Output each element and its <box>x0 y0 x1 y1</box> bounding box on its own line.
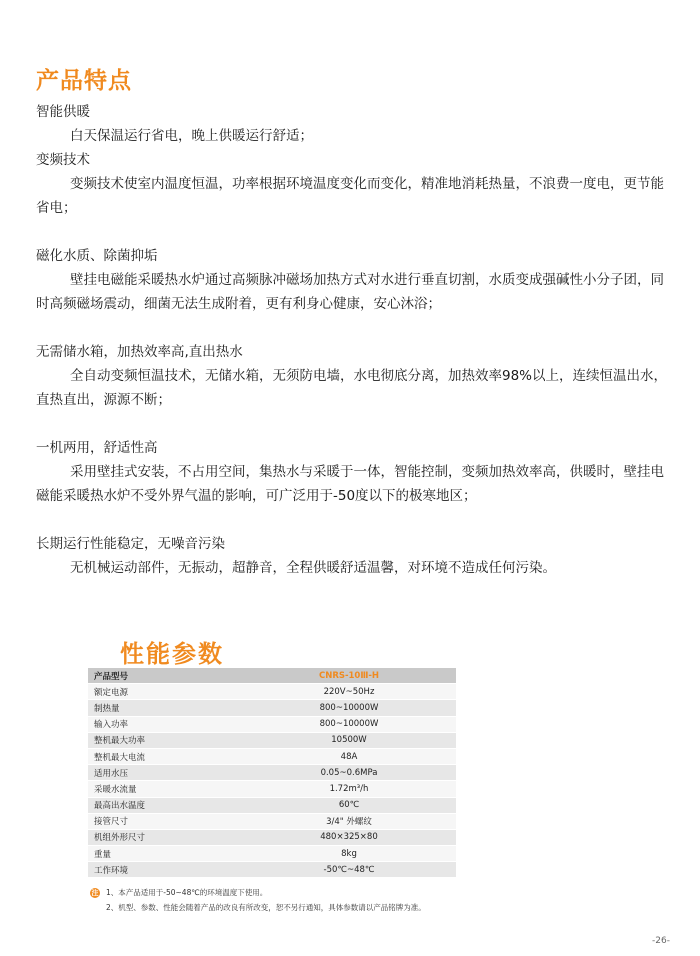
spec-header-row <box>88 668 456 684</box>
spec-value: 800~10000W <box>242 700 456 716</box>
spec-value: 3/4" 外螺纹 <box>242 813 456 829</box>
note-text: 1、本产品适用于-50~48℃的环境温度下使用。 <box>106 888 268 897</box>
spec-label: 产品型号 <box>88 668 242 684</box>
spec-label: 接管尺寸 <box>88 813 242 829</box>
table-row <box>88 700 456 716</box>
table-row <box>88 862 456 878</box>
feature-body: 全自动变频恒温技术，无储水箱，无须防电墙，水电彻底分离，加热效率98%以上，连续恒温出水，直热直出，源源不断； <box>36 368 668 408</box>
spec-value: 220V~50Hz <box>242 684 456 700</box>
spec-label: 采暖水流量 <box>88 781 242 797</box>
note-text: 2、机型、参数、性能会随着产品的改良有所改变，恕不另行通知，具体参数请以产品铭牌为准。 <box>106 903 426 912</box>
spec-label: 机组外形尺寸 <box>88 829 242 845</box>
spec-value: 0.05~0.6MPa <box>242 765 456 781</box>
spec-label: 适用水压 <box>88 765 242 781</box>
feature-item <box>36 244 676 316</box>
feature-body: 白天保温运行省电，晚上供暖运行舒适； <box>70 128 313 144</box>
table-row <box>88 813 456 829</box>
feature-item <box>36 148 676 220</box>
page-number: -26- <box>652 936 670 946</box>
feature-title: 变频技术 <box>36 152 90 168</box>
spec-label: 重量 <box>88 846 242 862</box>
spec-value: 60℃ <box>242 797 456 813</box>
table-row <box>88 684 456 700</box>
feature-body: 变频技术使室内温度恒温，功率根据环境温度变化而变化，精准地消耗热量，不浪费一度电，更节能省电； <box>36 176 664 216</box>
table-row <box>88 829 456 845</box>
spec-label: 最高出水温度 <box>88 797 242 813</box>
note-line <box>90 900 426 915</box>
note-line <box>90 885 426 900</box>
spec-label: 工作环境 <box>88 862 242 878</box>
section-title-features: 产品特点 <box>36 68 132 94</box>
feature-body: 壁挂电磁能采暖热水炉通过高频脉冲磁场加热方式对水进行垂直切割，水质变成强碱性小分子团，同时高频磁场震动，细菌无法生成附着，更有利身心健康，安心沐浴； <box>36 272 664 312</box>
spec-value: 1.72m³/h <box>242 781 456 797</box>
table-row <box>88 797 456 813</box>
feature-title: 无需储水箱，加热效率高,直出热水 <box>36 344 243 360</box>
feature-item <box>36 340 676 412</box>
notes <box>90 885 426 915</box>
table-row <box>88 716 456 732</box>
feature-item <box>36 100 676 148</box>
feature-title: 一机两用，舒适性高 <box>36 440 158 456</box>
spec-value: 10500W <box>242 732 456 748</box>
table-row <box>88 846 456 862</box>
section-title-specs: 性能参数 <box>120 640 224 668</box>
spec-value: 800~10000W <box>242 716 456 732</box>
spec-value: -50℃~48℃ <box>242 862 456 878</box>
feature-body: 无机械运动部件，无振动，超静音，全程供暖舒适温馨，对环境不造成任何污染。 <box>70 560 556 576</box>
spec-label: 输入功率 <box>88 716 242 732</box>
feature-item <box>36 532 676 580</box>
spec-value: 48A <box>242 748 456 764</box>
feature-list <box>36 100 676 580</box>
spec-label: 额定电源 <box>88 684 242 700</box>
feature-title: 长期运行性能稳定，无噪音污染 <box>36 536 225 552</box>
spec-value: CNRS-10Ⅲ-H <box>242 668 456 684</box>
spec-table <box>88 668 456 878</box>
table-row <box>88 765 456 781</box>
feature-title: 智能供暖 <box>36 104 90 120</box>
spec-label: 整机最大电流 <box>88 748 242 764</box>
spec-value: 8kg <box>242 846 456 862</box>
feature-item <box>36 436 676 508</box>
feature-title: 磁化水质、除菌抑垢 <box>36 248 158 264</box>
spec-label: 制热量 <box>88 700 242 716</box>
table-row <box>88 781 456 797</box>
spec-label: 整机最大功率 <box>88 732 242 748</box>
feature-body: 采用壁挂式安装，不占用空间，集热水与采暖于一体，智能控制，变频加热效率高，供暖时，壁挂电磁能采暖热水炉不受外界气温的影响，可广泛用于-50度以下的极寒地区； <box>36 464 664 504</box>
note-icon: 注 <box>91 889 99 897</box>
table-row <box>88 748 456 764</box>
table-row <box>88 732 456 748</box>
spec-value: 480×325×80 <box>242 829 456 845</box>
